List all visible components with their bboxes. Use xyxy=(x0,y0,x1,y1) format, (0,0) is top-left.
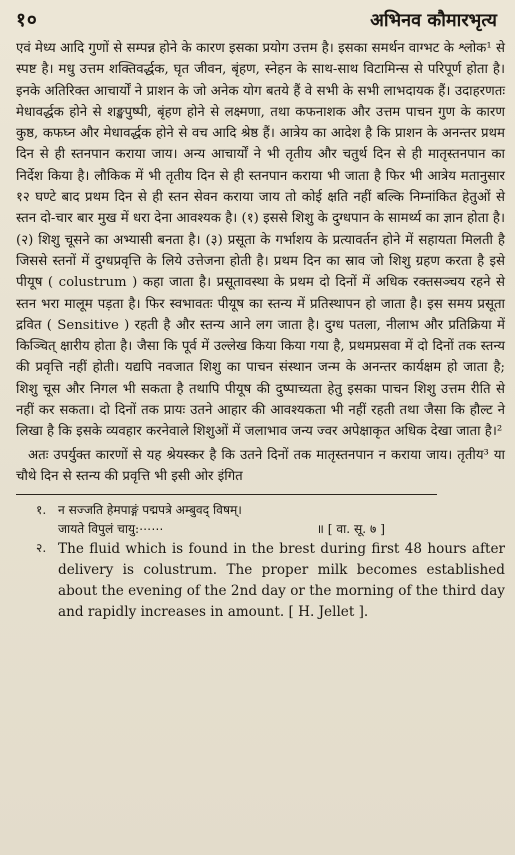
footnote-verse-text: जायते विपुलं चायु:⋯⋯ xyxy=(58,522,164,537)
footnote-divider xyxy=(16,494,437,495)
footnote-verse-line-2 xyxy=(58,520,505,539)
main-text xyxy=(16,38,505,487)
page-header xyxy=(16,6,505,36)
footnote-number: २. xyxy=(36,541,47,556)
footnote-verse-line-1: न सज्जति हेमपाङ्गं पद्मपत्रे अम्बुवद् विषम्। xyxy=(58,503,242,518)
footnote-2 xyxy=(36,539,505,623)
running-title: अभिनव कौमारभृत्य xyxy=(370,10,497,31)
paragraph-2: अतः उपर्युक्त कारणों से यह श्रेयस्कर है कि उतने दिनों तक मातृस्तनपान न कराया जाय। तृतीय³ या चौथे दिन से स्तन्य की प्रवृत्ति भी इसी ओर इंगित xyxy=(16,447,505,484)
footnote-1 xyxy=(36,501,505,539)
paragraph-1: एवं मेध्य आदि गुणों से सम्पन्न होने के कारण इसका प्रयोग उत्तम है। इसका समर्थन वाग्भट के श्लोक¹ से स्पष्ट है। मधु उत्तम शक्तिवर्द्धक, घृत जीवन, बृंहण, स्नेहन के साथ-साथ विटामिन्स से परिपूर्ण होता है। इनके अतिरिक्त आचार्यों ने प्राशन के जो अनेक योग बतये हैं वे सभी के सभी लाभदायक हैं। उदाहरणतः मेधावर्द्धक होने से शङ्खपुष्पी, बृंहण होने से लक्ष्मणा, तथा कफनाशक और उत्तम पाचन गुण के कारण कुष्ठ, कफघ्न और मेधावर्द्धक होने से वच आदि श्रेष्ठ हैं। आत्रेय का आदेश है कि प्राशन के अनन्तर प्रथम दिन से ही स्तनपान कराया जाय। अन्य आचार्यों ने भी तृतीय और चतुर्थ दिन से ही मातृस्तनपान का निर्देश किया है। लौकिक में भी तृतीय दिन से ही स्तनपान कराया भी जाता है फिर भी आत्रेय मतानुसार १२ घण्टे बाद प्रथम दिन से ही स्तन सेवन कराया जाय तो कोई क्षति नहीं बल्कि निम्नांकित हेतुओं से स्तन दो-चार बार मुख में धरा देना आवश्यक है। (१) इससे शिशु के दुग्धपान के सामर्थ्य का ज्ञान होता है। (२) शिशु चूसने का अभ्यासी बनता है। (३) प्रसूता के गर्भाशय के प्रत्यावर्तन होने में सहायता मिलती है जिससे स्तनों में दुग्धप्रवृत्ति के लिये उत्तेजना होती है। प्रथम दिन का स्राव जो शिशु ग्रहण करता है इसे पीयूष ( colustrum ) कहा जाता है। प्रसूतावस्था के प्रथम दो दिनों में अधिक रक्तसञ्चय रहने से स्तन भरा मालूम पड़ता है। फिर स्वभावतः पीयूष का स्तन्य में प्रतिस्थापन हो जाता है। इस समय प्रसूता द्रवित ( Sensitive ) रहती है और स्तन्य आने लग जाता है। दुग्ध पतला, नीलाभ और प्रतिक्रिया में किञ्चित् क्षारीय होता है। जैसा कि पूर्व में उल्लेख किया किया गया है, प्रथमप्रसवा में दो दिनों तक स्तन्य की प्रवृत्ति नहीं होती। यद्यपि नवजात शिशु का पाचन संस्थान जन्म के अनन्तर कार्यक्षम हो जाता है; शिशु चूस और निगल भी सकता है तथापि पीयूष की दुष्पाच्यता हेतु इसका पाचन शिशु उत्तम रीति से नहीं कर सकता। दो दिनों तक प्रायः उतने आहार की आवश्यकता भी नहीं रहती तथा जैसा कि हौल्ट ने लिखा है कि इसके व्यवहार करनेवाले शिशुओं में जलाभाव जन्य ज्वर अपेक्षाकृत अधिक देखा जाता है।² xyxy=(16,41,505,440)
page-number: १० xyxy=(16,9,38,31)
footnote-verse xyxy=(58,501,505,539)
footnote-english-text: The fluid which is found in the brest during first 48 hours after delivery is colustrum. The proper milk becomes established about the evening of the 2nd day or the morning of the third day and rapidly increases in amount. [ H. Jellet ]. xyxy=(58,541,505,621)
footnote-reference: ॥ [ वा. सू. ७ ] xyxy=(316,522,385,537)
footnote-number: १. xyxy=(36,503,47,518)
footnotes xyxy=(16,501,505,623)
